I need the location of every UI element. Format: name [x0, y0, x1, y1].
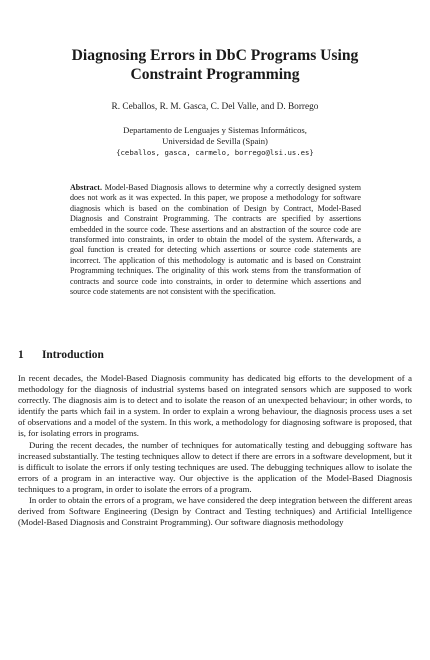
paper-title: [30, 46, 400, 84]
section-body: [18, 373, 412, 528]
author-list: R. Ceballos, R. M. Gasca, C. Del Valle, and D. Borrego: [111, 102, 319, 112]
author-emails: {ceballos, gasca, carmelo, borrego@lsi.us.es}: [116, 148, 314, 157]
affiliation-university: Universidad de Sevilla (Spain): [162, 136, 268, 146]
abstract-text: Model-Based Diagnosis allows to determine why a correctly designed system does not work as it was expected. In this paper, we propose a methodology for software diagnosis which is based on the combination of Design by Contract, Model-Based Diagnosis and Constraint Programming. The contracts are specified by assertions embedded in the source code. These assertions and an abstraction of the source code are transformed into constraints, in order to obtain the model of the system. Afterwards, a goal function is created for detecting which assertions or source code statements are incorrect. The application of this methodology is automatic and is based on Constraint Programming techniques. The originality of this work stems from the transformation of contracts and source code into constraints, in order to determine which assertions and source code statements are not consistent with the specification.: [70, 183, 361, 297]
title-line-1: Diagnosing Errors in DbC Programs Using: [71, 47, 359, 64]
abstract: [70, 183, 361, 297]
title-line-2: Constraint Programming: [130, 66, 300, 83]
paragraph-2: During the recent decades, the number of techniques for automatically testing and debugging software has increased substantially. The testing techniques allow to detect if there are errors in a software development, but it is difficult to isolate the errors if only testing techniques are used. The debugging techniques allow to isolate the errors of a program in an interactive way. Our objective is the application of the Model-Based Diagnosis techniques to a program, in order to isolate the errors of a program.: [18, 439, 412, 494]
section-heading: [18, 349, 104, 361]
paragraph-1: In recent decades, the Model-Based Diagnosis community has dedicated big efforts to the development of a methodology for the diagnosis of industrial systems based on integrated sensors which are supposed to work correctly. The diagnosis aim is to detect and to isolate the reason of an unexpected behaviour; in other words, to identify the parts which fail in a system. In order to explain a wrong behaviour, the diagnosis process uses a set of observations and a model of the system. In this work, a methodology for diagnosing software is proposed, that is, for isolating errors in programs.: [18, 373, 412, 439]
paragraph-3: In order to obtain the errors of a program, we have considered the deep integration between the different areas derived from Software Engineering (Design by Contract and Testing techniques) and Artificial Intelligence (Model-Based Diagnosis and Constraint Programming). Our software diagnosis methodology: [18, 495, 412, 528]
affiliation-department: Departamento de Lenguajes y Sistemas Informáticos,: [123, 125, 307, 135]
section-title: Introduction: [42, 349, 104, 361]
affiliation: [30, 125, 400, 158]
abstract-label: Abstract.: [70, 183, 102, 192]
section-number: 1: [18, 349, 24, 361]
